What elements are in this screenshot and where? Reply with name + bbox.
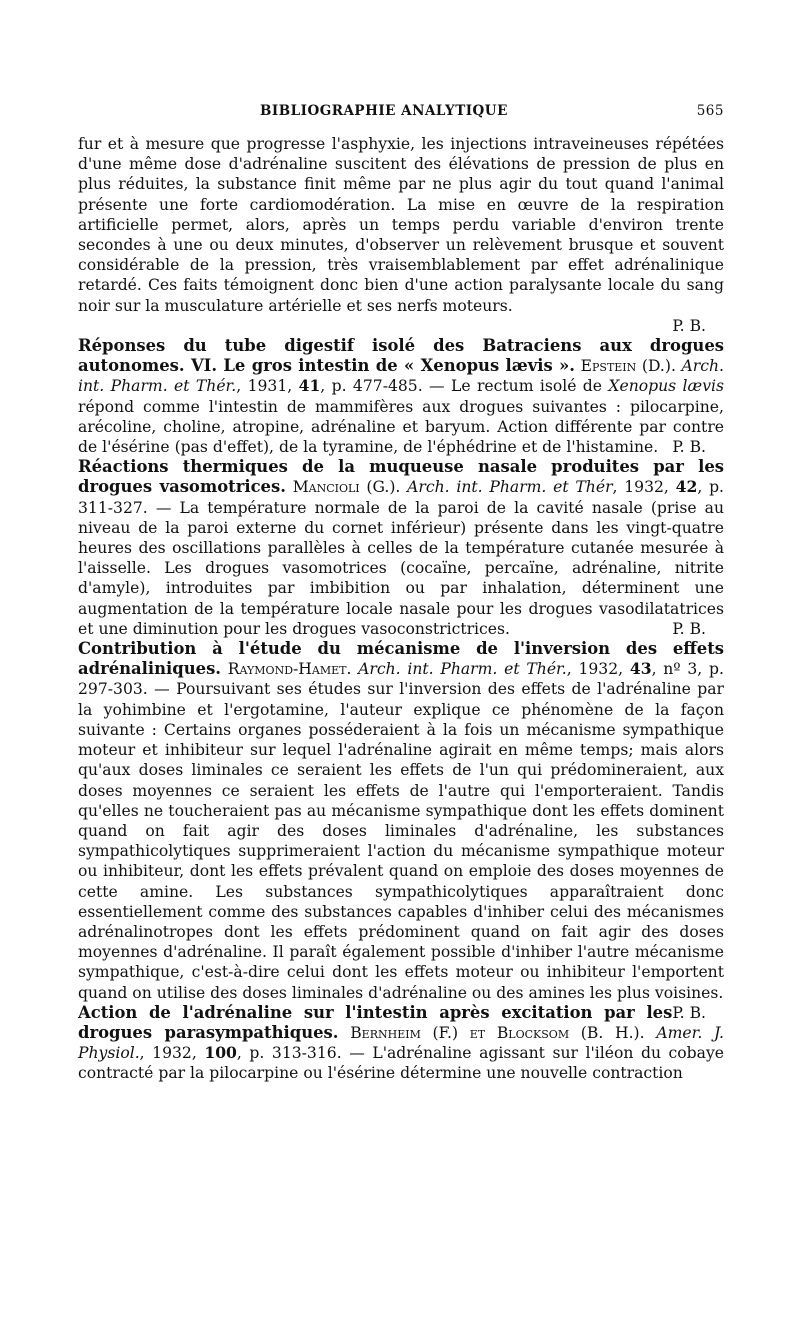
bibliography-entry: [78, 457, 724, 639]
entry-journal: Arch. int. Pharm. et Thér.: [358, 660, 567, 679]
entry-authors: Raymond-Hamet.: [227, 660, 352, 679]
running-header: [78, 103, 724, 123]
entry-authors: Bernheim (F.) et Blocksom (B. H.).: [350, 1023, 645, 1042]
page-number: 565: [696, 103, 724, 119]
continued-paragraph: [78, 134, 724, 316]
header-title: BIBLIOGRAPHIE ANALYTIQUE: [260, 103, 508, 119]
entry-journal: Arch. int. Pharm. et Thér.: [78, 357, 724, 396]
entry-year: , 1932,: [612, 478, 669, 497]
entry-volume: 42: [675, 477, 698, 497]
entry-pages: , p. 311-327.: [78, 478, 725, 517]
bibliography-entry: [78, 336, 724, 457]
entry-text: — La température normale de la paroi de la cavité nasale (prise au niveau de la paroi externe du cornet inférieur) présente dans les vingt-quatre heures des oscillations parallèles à celles de la température cutanée mesurée à l'aisselle. Les drogues vasomotrices (cocaïne, percaïne, adrénaline, nitrite d'amyle), introduites par imbibition ou par inhalation, déterminent une augmentation de la température locale nasale pour les drogues vasodilatatrices et une diminution pour les drogues vasoconstrictrices.: [78, 498, 724, 638]
entry-volume: 43: [629, 659, 652, 679]
entry-year: , 1931,: [236, 377, 293, 396]
entry-text: — L'adrénaline agissant sur l'iléon du cobaye contracté par la pilocarpine ou l'ésérine détermine une nouvelle contraction: [78, 1044, 724, 1083]
entry-title: Réponses du tube digestif isolé des Batraciens aux drogues autonomes. VI. Le gros intestin de « Xenopus lævis ».: [78, 336, 724, 376]
entry-pages: , nº 3, p. 297-303.: [78, 660, 724, 699]
entry-title: Action de l'adrénaline sur l'intestin après excitation par les drogues parasympathiques.: [78, 1002, 673, 1042]
signature: P. B.: [672, 1003, 706, 1022]
entry-journal: Amer. J. Physiol.: [78, 1023, 724, 1063]
entry-year: , 1932,: [139, 1044, 197, 1063]
entry-title: Contribution à l'étude du mécanisme de l'inversion des effets adrénaliniques.: [78, 639, 724, 679]
entry-authors: Mancioli (G.).: [292, 478, 401, 497]
entry-text: répond comme l'intestin de mammifères aux drogues suivantes : pilocarpine, arécoline, choline, atropine, adrénaline et baryum. Action différente par contre de l'ésérine (pas d'effet), de la tyramine, de l'éphédrine et de l'histamine.: [78, 397, 724, 457]
entry-volume: 100: [204, 1043, 237, 1063]
entry-text: — Poursuivant ses études sur l'inversion des effets de l'adrénaline par la yohimbine et l'ergotamine, l'auteur explique ce phénomène de la façon suivante : Certains organes posséderaient à la fois un mécanisme sympathique moteur et inhibiteur sur lequel l'adrénaline agirait en même temps; mais alors qu'aux doses liminales ce seraient les effets de l'un qui prédomineraient, aux doses moyennes ce seraient les effets de l'autre qui l'emporteraient. Tandis qu'elles ne toucheraient pas au mécanisme sympathique dont les effets dominent quand on fait agir des doses liminales d'adrénaline, les substances sympathicolytiques supprimeraient l'action du mécanisme sympathique moteur ou inhibiteur, dont les effets prévalent quand on emploie des doses moyennes de cette amine. Les substances sympathicolytiques apparaîtraient donc essentiellement comme des substances capables d'inhiber celui des mécanismes adrénalinotropes dont les effets prédominent quand on fait agir des doses moyennes d'adrénaline. Il paraît également possible d'inhiber l'autre mécanisme sympathique, c'est-à-dire celui dont les effets moteur ou inhibiteur l'emportent quand on utilise des doses liminales d'adrénaline ou des amines les plus voisines.: [78, 680, 724, 1002]
continued-text: fur et à mesure que progresse l'asphyxie, les injections intraveineuses répétées d'une même dose d'adrénaline suscitent des élévations de pression de plus en plus réduites, la substance finit même par ne plus agir du tout quand l'animal présente une forte cardiomodération. La mise en œuvre de la respiration artificielle permet, alors, après un temps perdu variable d'environ trente secondes à une ou deux minutes, d'observer un relèvement brusque et souvent considérable de la pression, très vraisemblablement par effet adrénalinique retardé. Ces faits témoignent donc bien d'une action paralysante locale du sang noir sur la musculature artérielle et ses nerfs moteurs.: [78, 135, 724, 315]
entry-year: , 1932,: [566, 660, 624, 679]
entry-authors: Epstein (D.).: [580, 357, 676, 376]
bibliography-entry: [78, 1003, 724, 1084]
entry-volume: 41: [298, 376, 321, 396]
signature: P. B.: [672, 316, 706, 335]
entry-pages: , p. 313-316.: [236, 1044, 342, 1063]
entry-lead: — Le rectum isolé de: [422, 377, 609, 396]
entry-title: Réactions thermiques de la muqueuse nasale produites par les drogues vasomotrices.: [78, 457, 724, 497]
entry-journal: Arch. int. Pharm. et Thér: [407, 478, 613, 497]
entry-species: Xenopus lævis: [608, 377, 724, 396]
entry-pages: , p. 477-485.: [320, 377, 423, 396]
signature: P. B.: [672, 619, 706, 638]
signature: P. B.: [672, 438, 706, 457]
text-column: [78, 134, 724, 1084]
